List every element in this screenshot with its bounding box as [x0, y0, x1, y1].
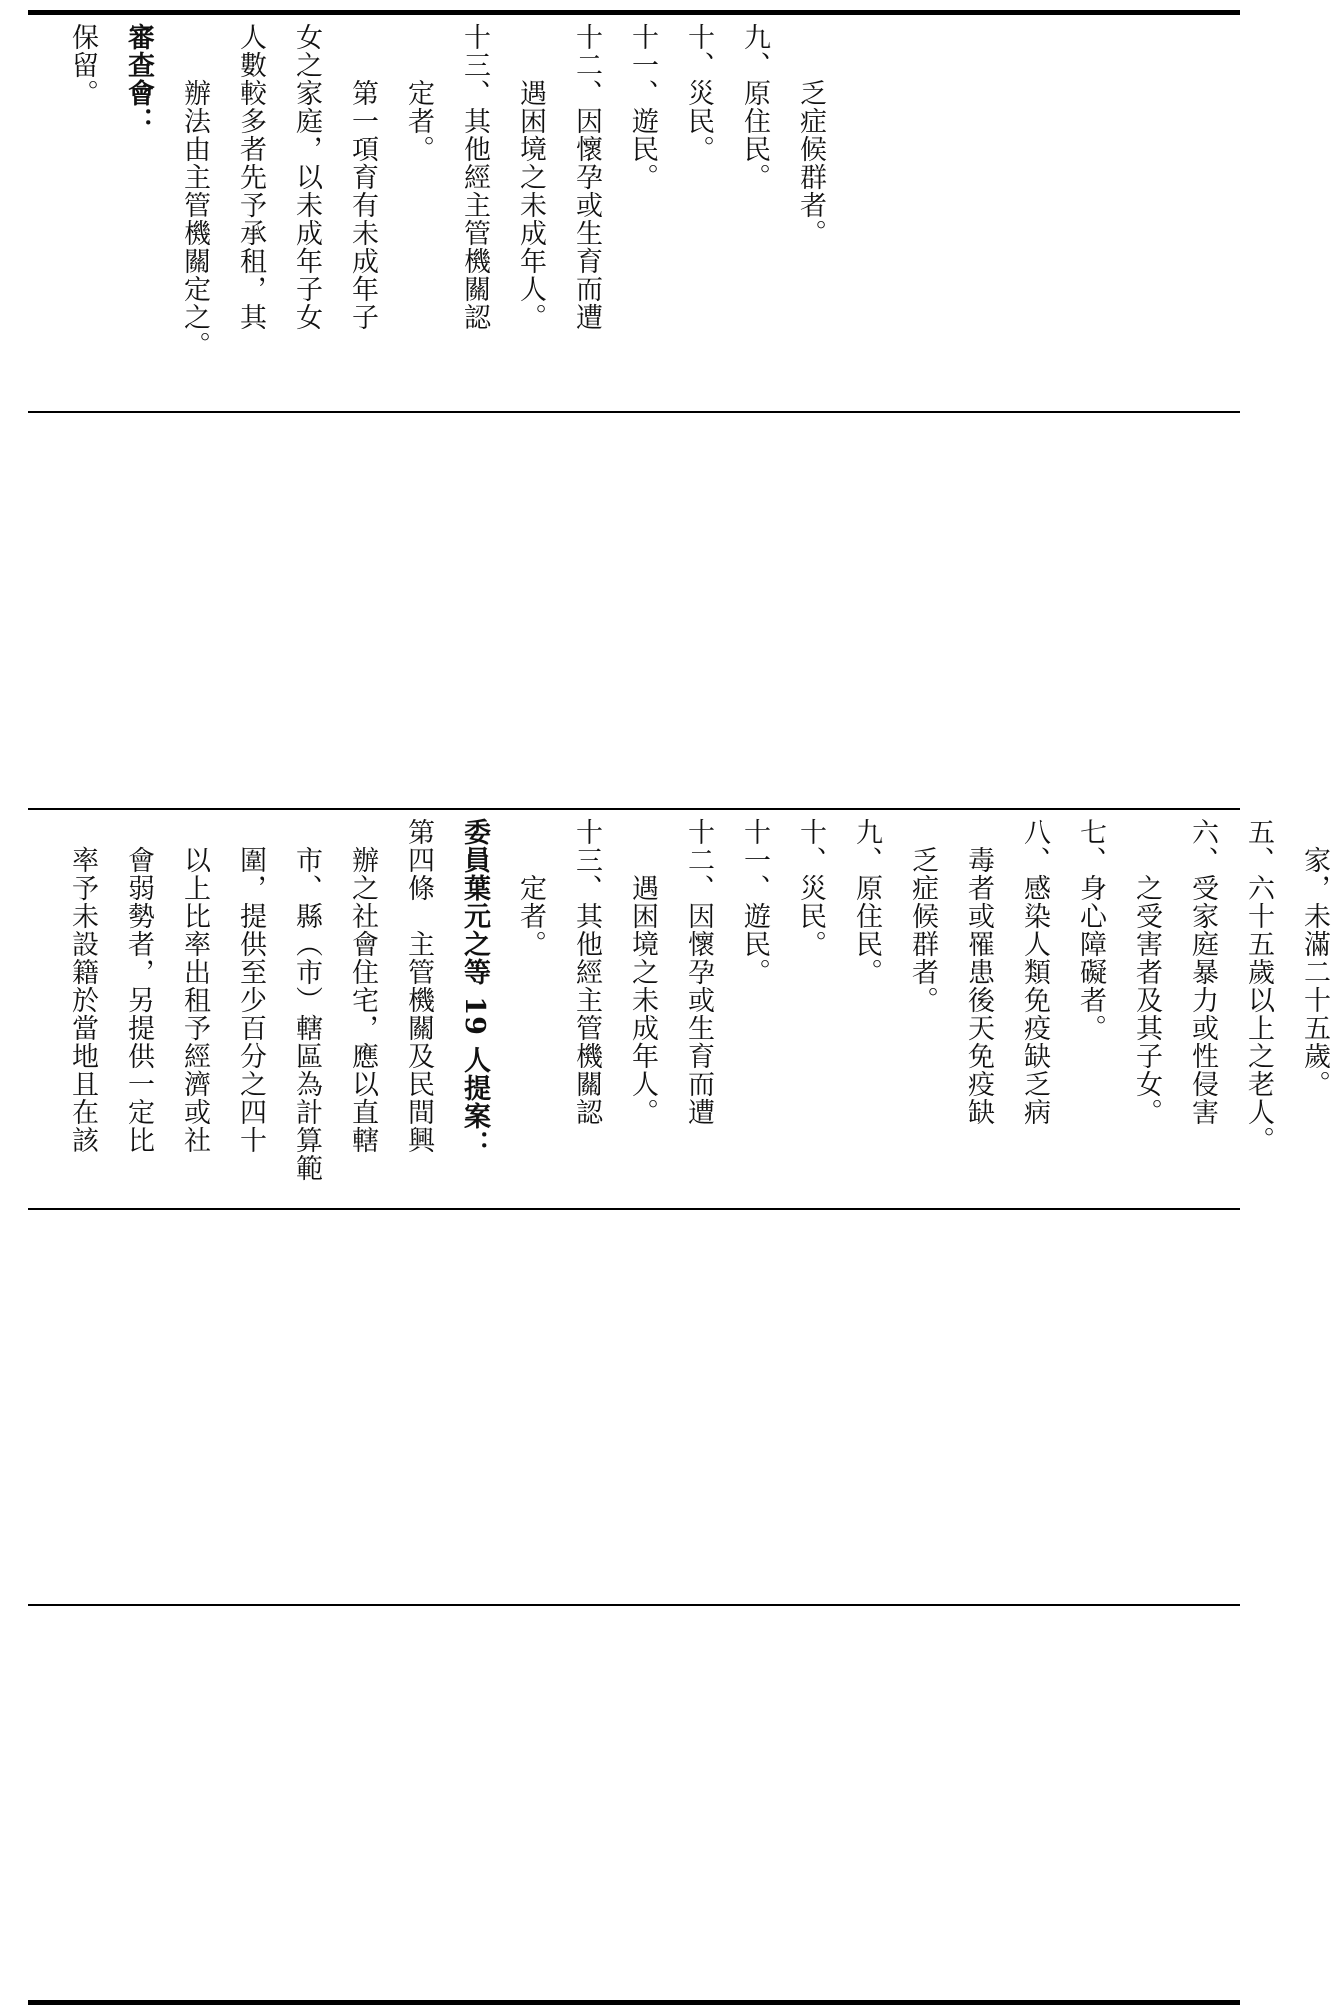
section-text-3 [54, 818, 1342, 1198]
text-line: 遇困境之未成年人。 [627, 818, 658, 1126]
text-line: 十三、其他經主管機關認 [571, 818, 602, 1126]
bottom-border [28, 2000, 1240, 2005]
section-text-1 [54, 23, 838, 403]
text-line: 辦法由主管機關定之。 [179, 23, 210, 359]
text-line: 十二、因懷孕或生育而遭 [571, 23, 602, 331]
text-line: 十一、遊民。 [739, 818, 770, 986]
table-row [28, 1606, 1240, 2000]
text-line: 乏症候群者。 [907, 818, 938, 1014]
text-line: 女之家庭，以未成年子女 [291, 23, 322, 331]
section-heading: 委員葉元之等 19 人提案： [459, 818, 490, 1159]
text-line: 遇困境之未成年人。 [515, 23, 546, 331]
text-line: 以上比率出租予經濟或社 [179, 818, 210, 1154]
text-line: 會弱勢者，另提供一定比 [123, 818, 154, 1154]
text-line: 十、災民。 [795, 818, 826, 958]
table-row [28, 413, 1240, 808]
text-line: 十二、因懷孕或生育而遭 [683, 818, 714, 1126]
table-row [28, 1210, 1240, 1604]
text-line: 五、六十五歲以上之老人。 [1243, 818, 1274, 1154]
text-line: 人數較多者先予承租，其 [235, 23, 266, 331]
text-line: 毒者或罹患後天免疫缺 [963, 818, 994, 1126]
text-line: 九、原住民。 [739, 23, 770, 191]
text-line: 之受害者及其子女。 [1131, 818, 1162, 1126]
text-line: 乏症候群者。 [795, 23, 826, 247]
text-line: 十一、遊民。 [627, 23, 658, 191]
text-line: 十、災民。 [683, 23, 714, 163]
text-line: 定者。 [403, 23, 434, 163]
table-row [28, 810, 1330, 1208]
text-line: 十三、其他經主管機關認 [459, 23, 490, 331]
text-line: 七、身心障礙者。 [1075, 818, 1106, 1042]
text-line: 保留。 [67, 23, 98, 107]
text-line: 八、感染人類免疫缺乏病 [1019, 818, 1050, 1126]
text-line: 家，未滿二十五歲。 [1299, 818, 1330, 1098]
text-line: 九、原住民。 [851, 818, 882, 986]
text-line: 市、縣（市）轄區為計算範 [291, 818, 322, 1182]
text-line: 定者。 [515, 818, 546, 958]
text-line: 六、受家庭暴力或性侵害 [1187, 818, 1218, 1126]
text-line: 圍，提供至少百分之四十 [235, 818, 266, 1154]
table-row [28, 15, 1240, 411]
text-line: 率予未設籍於當地且在該 [67, 818, 98, 1154]
text-line: 第一項育有未成年子 [347, 23, 378, 331]
section-heading: 審查會： [123, 23, 154, 135]
text-line: 第四條 主管機關及民間興 [403, 818, 434, 1154]
text-line: 辦之社會住宅，應以直轄 [347, 818, 378, 1154]
